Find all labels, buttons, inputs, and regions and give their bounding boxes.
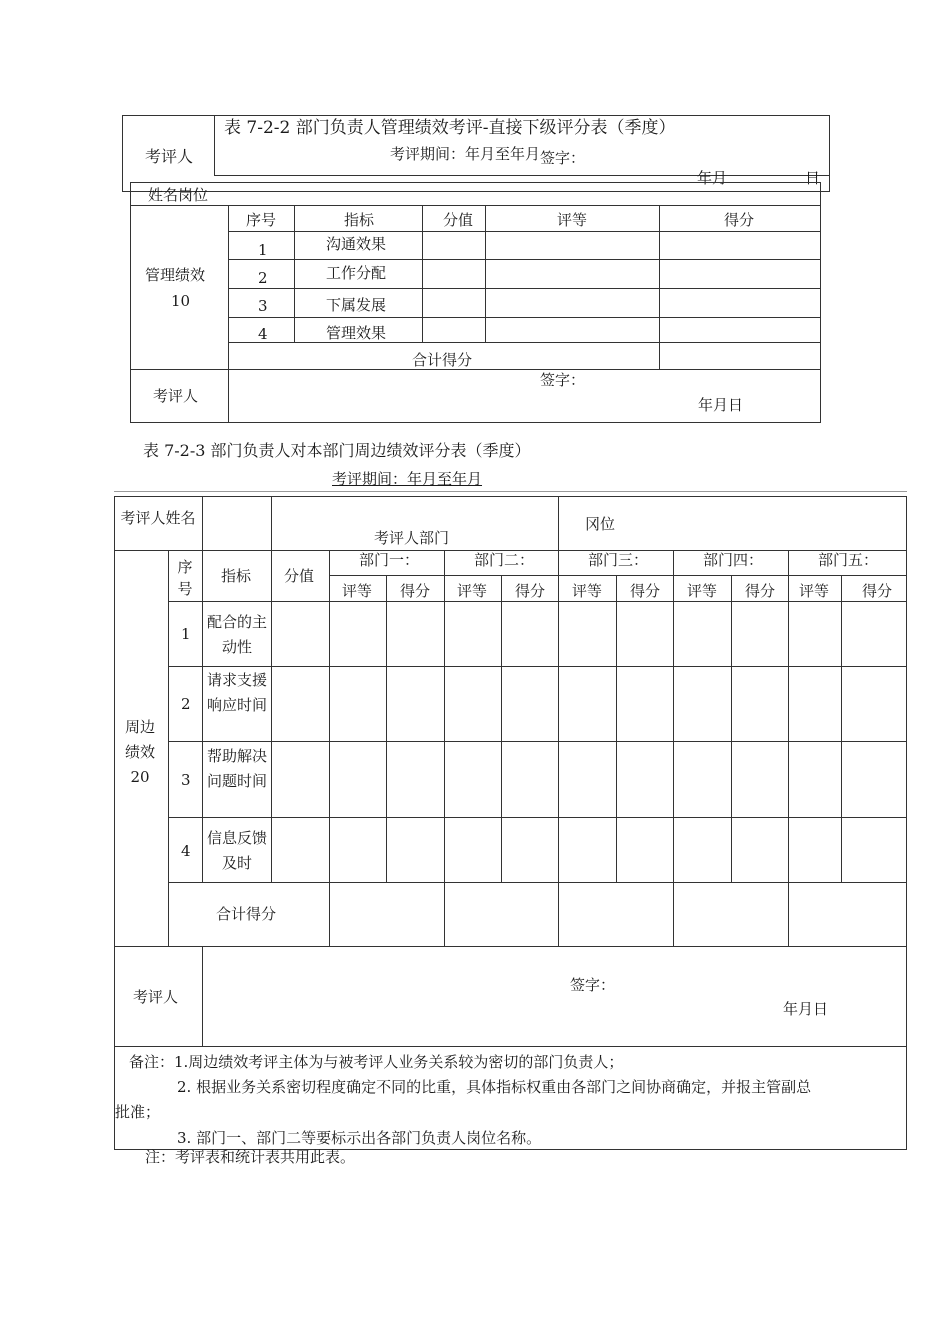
table2-seq (171, 556, 199, 600)
table2-row-no: 1 (181, 625, 191, 643)
table2-date: 年月日 (783, 1000, 829, 1018)
table2-subcol-line (731, 575, 732, 882)
table1-row-item: 管理效果 (326, 324, 387, 342)
table2-row-item-text: 帮助解决问题时间 (207, 747, 268, 790)
table1-row-line (228, 342, 821, 343)
table1-col-rating: 评等 (557, 211, 588, 229)
table2-row-item-text: 信息反馈及时 (207, 829, 268, 872)
table1-row-line (228, 231, 821, 232)
table2-row-line (168, 666, 907, 667)
table1-sign: 签字： (540, 371, 586, 389)
table2-row-item (207, 610, 267, 660)
table2-col-line (673, 550, 674, 946)
table2-row-item-text: 请求支援响应时间 (207, 671, 268, 714)
table1-row-item: 沟通效果 (326, 235, 387, 253)
table2-category (118, 715, 162, 790)
table1-category: 管理绩效 (145, 266, 206, 284)
table1-row-no: 4 (258, 325, 268, 343)
table1-col-line (228, 205, 229, 423)
table2-col-line (558, 496, 559, 550)
table1-date-cut: 年月 (697, 169, 728, 187)
table1-evaluator: 考评人 (153, 387, 199, 405)
table1-body-frame (130, 182, 821, 423)
table2-row-line (168, 817, 907, 818)
table2-total: 合计得分 (216, 905, 277, 923)
table2-score-2: 得分 (515, 582, 546, 600)
table2-col-line (202, 946, 203, 1046)
table2-row-line (168, 741, 907, 742)
table2-row-line (114, 946, 907, 947)
table2-note-2: 2. 根据业务关系密切程度确定不同的比重，具体指标权重由各部门之间协商确定，并报主管副总 (177, 1078, 812, 1096)
table2-category-score: 20 (130, 768, 150, 786)
table2-rating-3: 评等 (572, 582, 603, 600)
table1-title: 表 7-2-2 部门负责人管理绩效考评-直接下级评分表（季度） (224, 118, 676, 138)
table1-col-line (485, 205, 486, 342)
table1-row-item: 下属发展 (326, 296, 387, 314)
table1-row-line (228, 259, 821, 260)
table1-col-line (422, 205, 423, 342)
table1-row-line (228, 317, 821, 318)
table1-row-no: 1 (258, 241, 268, 259)
table1-header-divider (214, 115, 215, 176)
table2-row-item (207, 744, 267, 794)
table2-col-line (329, 550, 330, 946)
table2-rating-4: 评等 (687, 582, 718, 600)
table2-row-line (168, 882, 907, 883)
table2-subcol-line (616, 575, 617, 882)
table2-score-3: 得分 (630, 582, 661, 600)
table2-evaluator-name (118, 507, 198, 529)
table2-col-line (271, 550, 272, 882)
table2-dept-3: 部门三： (588, 551, 649, 569)
table1-col-score: 得分 (724, 211, 755, 229)
table2-row-item-text: 配合的主动性 (207, 613, 268, 656)
table2-position: 冈位 (585, 515, 616, 533)
table2-row-no: 3 (181, 771, 191, 789)
table2-dept-5: 部门五： (818, 551, 879, 569)
table2-score-4: 得分 (745, 582, 776, 600)
table2-row-line (114, 1046, 907, 1047)
table2-subcol-line (386, 575, 387, 882)
table1-header-underline (214, 175, 830, 176)
table2-frame-outer-top (114, 491, 907, 492)
table1-name-row-line (130, 205, 821, 206)
table2-sign: 签字： (570, 976, 616, 994)
table2-evaluator-dept: 考评人部门 (374, 529, 450, 547)
table1-row-no: 2 (258, 269, 268, 287)
table2-col-line (444, 550, 445, 946)
table1-name-position: 姓名岗位 (148, 186, 209, 204)
table2-indicator: 指标 (221, 567, 252, 585)
table2-footnote: 注：考评表和统计表共用此表。 (145, 1148, 356, 1166)
table1-period: 考评期间：年月至年月 (390, 145, 541, 163)
table2-col-line (788, 550, 789, 946)
table2-row-item (207, 668, 267, 718)
table1-row-line (228, 288, 821, 289)
table2-row-no: 4 (181, 842, 191, 860)
table2-evaluator-name-text: 考评人姓名 (120, 509, 196, 527)
table2-seq-text: 序号 (177, 558, 193, 598)
table2-row-line (168, 601, 907, 602)
table2-row-no: 2 (181, 695, 191, 713)
table1-col-indicator: 指标 (344, 211, 375, 229)
table2-rating-5: 评等 (799, 582, 830, 600)
table1-header-evaluator: 考评人 (145, 147, 194, 166)
table2-col-line (202, 550, 203, 882)
table1-date-cut-end: 日 (805, 169, 821, 187)
table2-note-3: 批准； (115, 1103, 161, 1121)
table1-col-line (659, 205, 660, 369)
table2-evaluator: 考评人 (133, 988, 179, 1006)
table1-col-value: 分值 (443, 211, 474, 229)
table2-row-item (207, 826, 267, 876)
table2-rating-1: 评等 (342, 582, 373, 600)
table1-signature-overlap: 签字： (540, 149, 586, 167)
table1-row-item: 工作分配 (326, 264, 387, 282)
table1-category-score: 10 (171, 292, 191, 310)
table2-dept-4: 部门四： (703, 551, 764, 569)
table2-note-4: 3. 部门一、部门二等要标示出各部门负责人岗位名称。 (177, 1129, 542, 1147)
table2-subcol-line (841, 575, 842, 882)
table2-score-value: 分值 (284, 567, 315, 585)
table1-col-seq: 序号 (246, 211, 277, 229)
table2-col-line (168, 550, 169, 946)
table2-rating-2: 评等 (457, 582, 488, 600)
table1-col-line (294, 205, 295, 342)
table2-category-text: 周边绩效 (124, 718, 155, 761)
table2-dept-1: 部门一： (359, 551, 420, 569)
table2-score-1: 得分 (400, 582, 431, 600)
table2-col-line (558, 550, 559, 946)
table2-col-line (202, 496, 203, 550)
table2-period: 考评期间：年月至年月 (332, 470, 483, 488)
table1-row-no: 3 (258, 297, 268, 315)
table1-date: 年月日 (698, 396, 744, 414)
table2-score-5: 得分 (862, 582, 893, 600)
table2-dept-2: 部门二： (474, 551, 535, 569)
table2-title: 表 7-2-3 部门负责人对本部门周边绩效评分表（季度） (143, 441, 531, 460)
table1-row-line (130, 369, 821, 370)
table2-note-1: 备注：1.周边绩效考评主体为与被考评人业务关系较为密切的部门负责人； (129, 1053, 624, 1071)
table1-total: 合计得分 (412, 351, 473, 369)
table2-row-line (329, 575, 907, 576)
table2-subcol-line (501, 575, 502, 882)
